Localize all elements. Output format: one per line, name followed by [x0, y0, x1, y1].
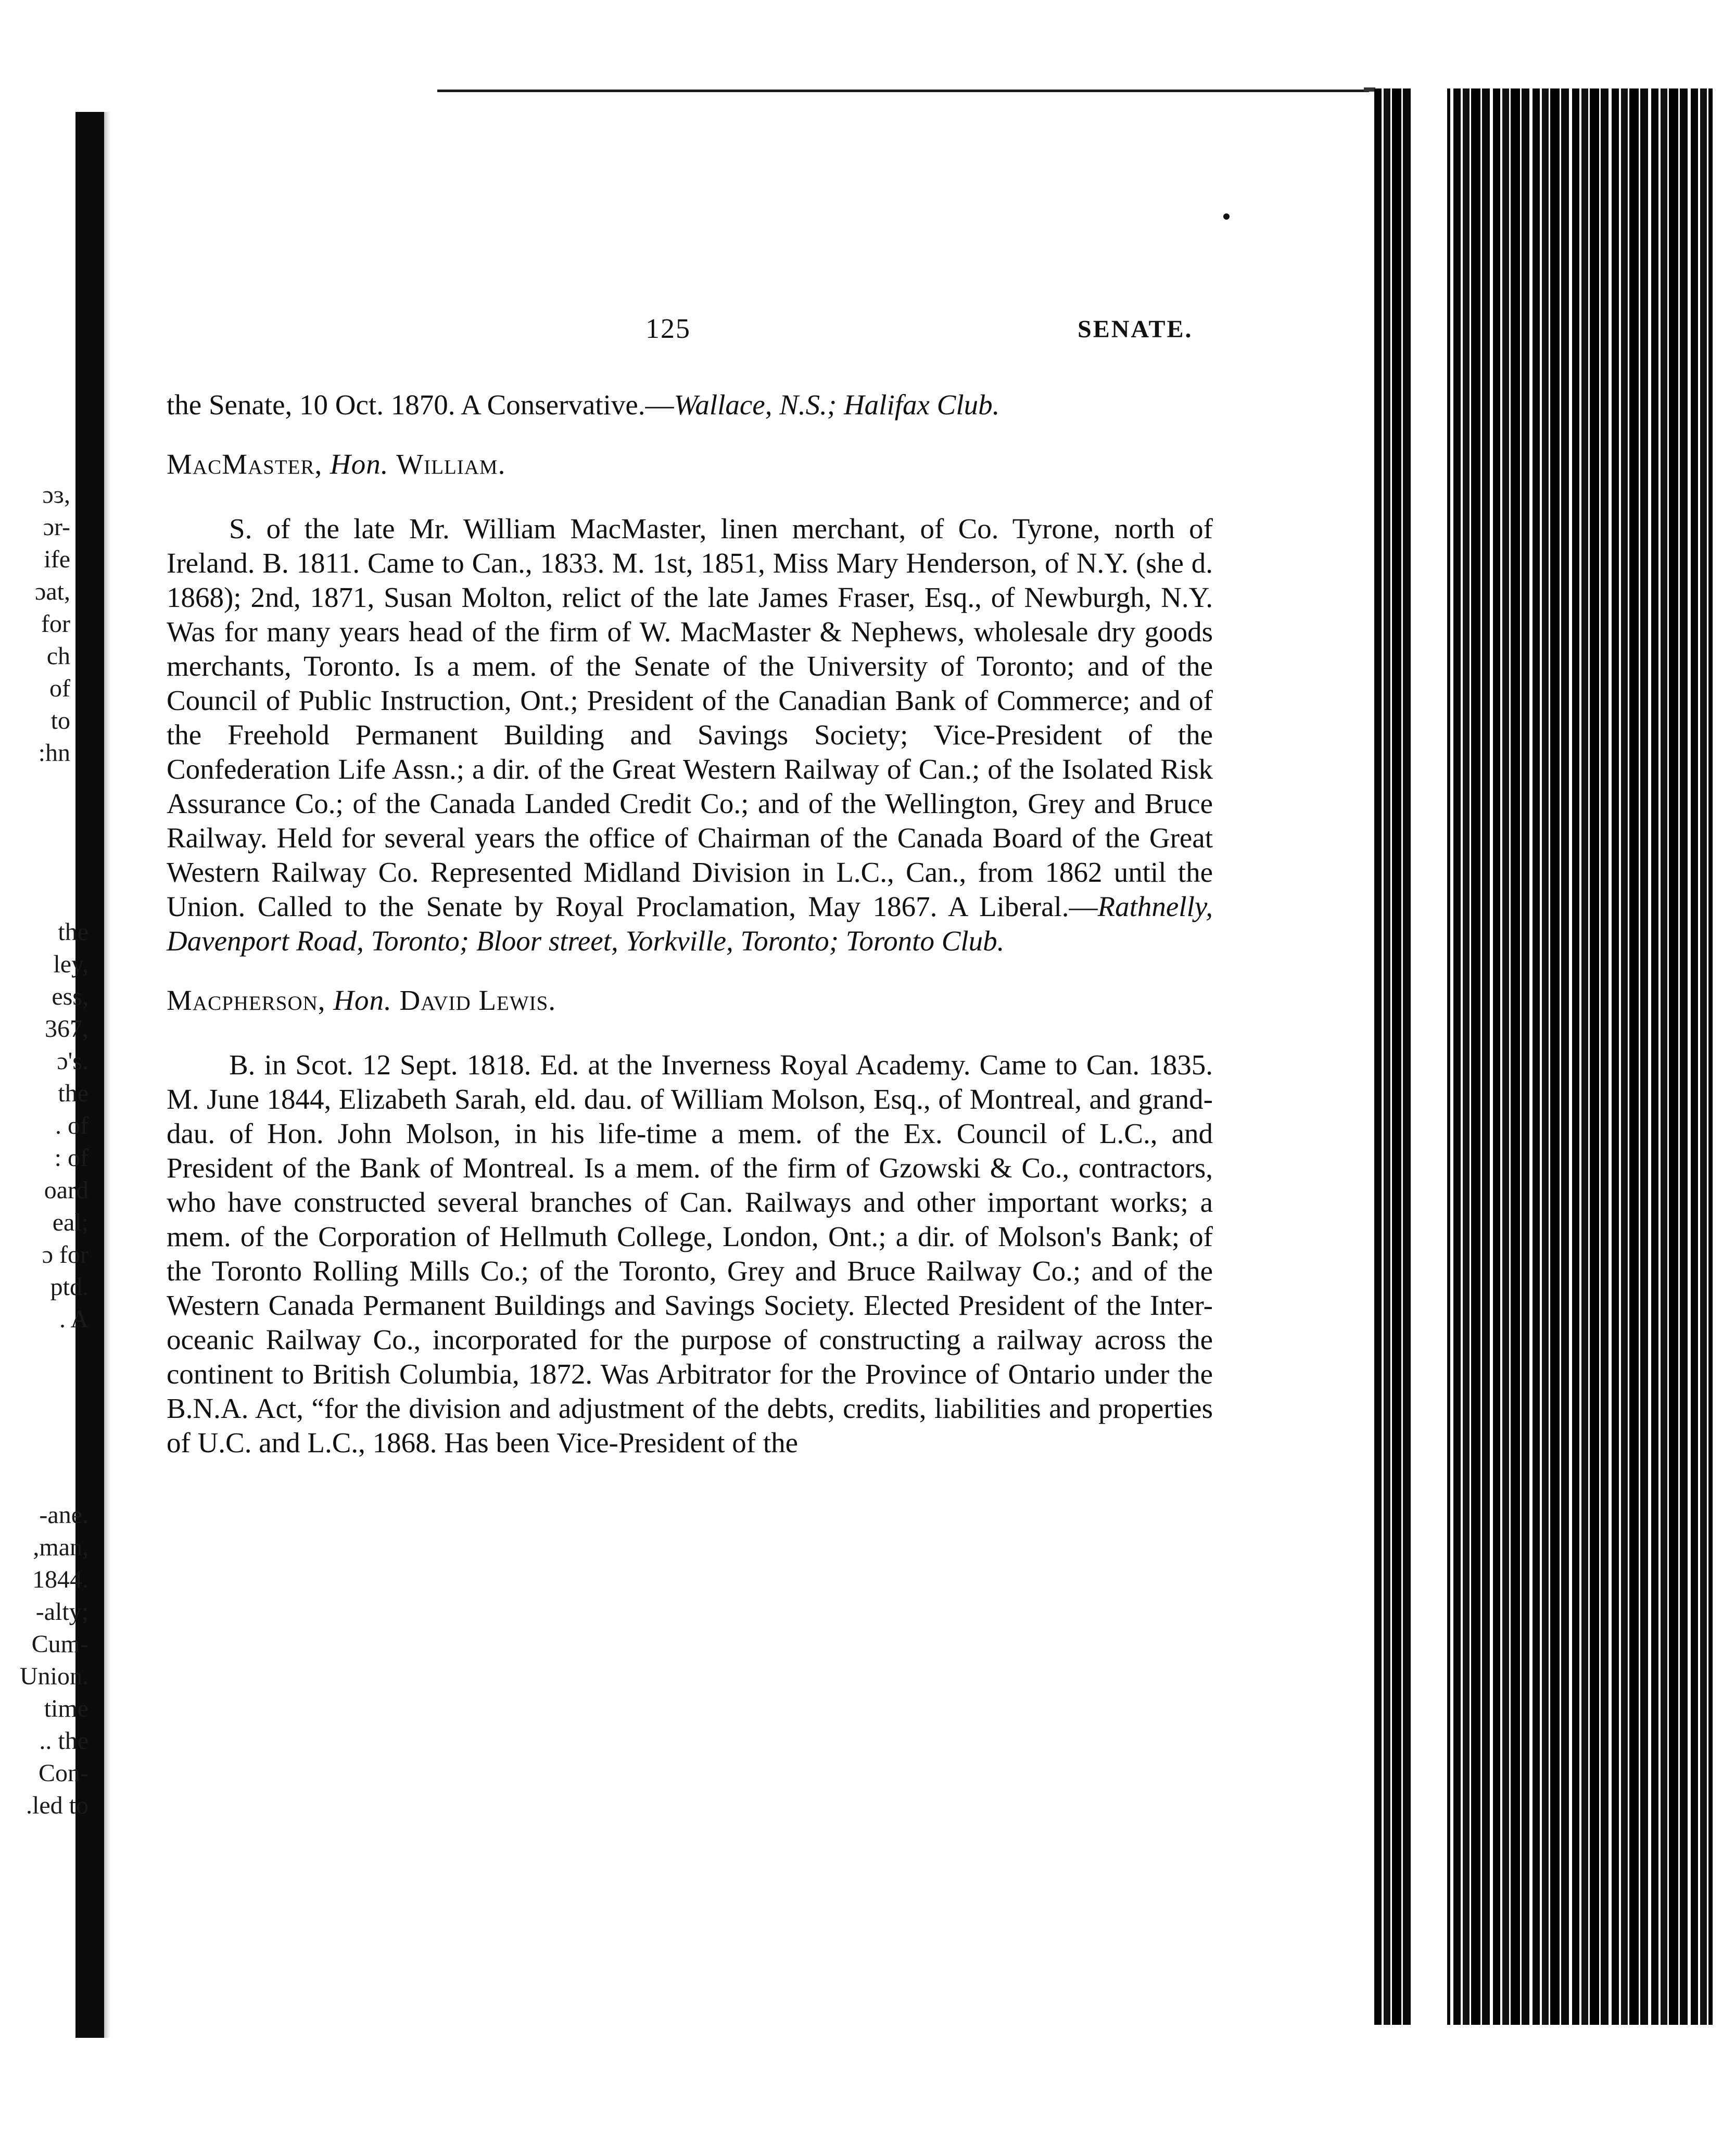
fragment: oard — [44, 1176, 88, 1204]
fragment: :hn — [38, 739, 70, 767]
fragment: eal; — [52, 1209, 88, 1236]
top-rule — [437, 90, 1369, 92]
entry-given-name: David Lewis. — [399, 984, 556, 1016]
entry-surname: Macpherson, — [167, 984, 326, 1016]
fragment: ɔ for — [42, 1241, 88, 1269]
fragment: ɔr- — [43, 513, 70, 541]
entry-honorific: Hon. — [330, 448, 389, 480]
fragment: Con- — [39, 1759, 88, 1787]
fragment: ife — [44, 546, 70, 573]
fragment: the — [58, 918, 88, 946]
entry-honorific: Hon. — [333, 984, 392, 1016]
entry-surname: MacMaster, — [167, 448, 323, 480]
page-body — [167, 388, 1213, 1460]
margin-fragments-middle — [10, 916, 88, 1336]
entry-body-macmaster — [167, 512, 1213, 958]
fragment: to — [50, 707, 70, 734]
fragment: ptd. — [50, 1273, 88, 1301]
fragment: -alty; — [35, 1598, 88, 1626]
entry-heading-macpherson — [167, 983, 1213, 1018]
fragment: : of — [54, 1144, 88, 1172]
fragment: ess, — [52, 983, 88, 1010]
entry-residence: Rathnelly, Davenport Road, Toronto; Bloor street, Yorkville, Toronto; Toronto Club. — [167, 891, 1213, 957]
continuation-paragraph — [167, 388, 1213, 422]
fragment: ,man, — [33, 1533, 88, 1561]
fragment: of — [49, 675, 70, 702]
fragment: 1844. — [32, 1566, 88, 1593]
fragment: . of — [55, 1112, 88, 1139]
fragment: time — [44, 1695, 88, 1722]
fragment: -ane. — [39, 1501, 88, 1529]
continuation-text: the Senate, 10 Oct. 1870. A Conservative.— — [167, 389, 674, 421]
top-rule-end — [1364, 87, 1375, 92]
fragment: .led to — [26, 1792, 88, 1819]
ink-speck — [1223, 213, 1230, 220]
margin-fragments-top — [10, 479, 70, 769]
entry-given-name: William. — [396, 448, 506, 480]
margin-fragments-bottom — [10, 1499, 88, 1822]
fragment: Cum- — [31, 1630, 88, 1658]
fragment: .. the — [39, 1727, 88, 1755]
fragment: ɔɜ, — [42, 481, 70, 509]
fragment: ɔ's. — [57, 1047, 88, 1075]
fragment: 367, — [45, 1015, 88, 1043]
running-head: SENATE. — [1078, 315, 1193, 343]
page-edge-tail — [1416, 2030, 1707, 2150]
continuation-residence: Wallace, N.S.; Halifax Club. — [674, 389, 1000, 421]
entry-text: B. in Scot. 12 Sept. 1818. Ed. at the Inverness Royal Academy. Came to Can. 1835. M. June 1844, Elizabeth Sarah, eld. dau. of William Molson, Esq., of Montreal, and grand-dau. of Hon. John Molson, in his life-time a mem. of the Ex. Council of L.C., and President of the Bank of Montreal. Is a mem. of the firm of Gzowski & Co., contractors, who have constructed several branches of Can. Railways and other important works; a mem. of the Corporation of Hellmuth College, London, Ont.; a dir. of Molson's Bank; of the Toronto Rolling Mills Co.; of the Toronto, Grey and Bruce Railway Co.; and of the Western Canada Permanent Buildings and Savings Society. Elected President of the Inter-oceanic Railway Co., incorporated for the purpose of constructing a railway across the continent to British Columbia, 1872. Was Arbitrator for the Province of Ontario under the B.N.A. Act, “for the division and adjustment of the debts, credits, liabilities and properties of U.C. and L.C., 1868. Has been Vice-President of the — [167, 1049, 1213, 1459]
fragment: ch — [46, 642, 70, 670]
entry-body-macpherson — [167, 1048, 1213, 1460]
fragment: Union. — [20, 1663, 88, 1690]
fragment: the — [58, 1080, 88, 1107]
spine-gradient — [104, 112, 110, 2038]
entry-heading-macmaster — [167, 447, 1213, 481]
fragment: ley, — [53, 950, 88, 978]
entry-text: S. of the late Mr. William MacMaster, linen merchant, of Co. Tyrone, north of Ireland. B. 1811. Came to Can., 1833. M. 1st, 1851, Miss Mary Henderson, of N.Y. (she d. 1868); 2nd, 1871, Susan Molton, relict of the late James Fraser, Esq., of Newburgh, N.Y. Was for many years head of the firm of W. MacMaster & Nephews, wholesale dry goods merchants, Toronto. Is a mem. of the Senate of the University of Toronto; and of the Council of Public Instruction, Ont.; President of the Canadian Bank of Commerce; and of the Freehold Permanent Building and Savings Society; Vice-President of the Confederation Life Assn.; a dir. of the Great Western Railway of Can.; of the Isolated Risk Assurance Co.; of the Canada Landed Credit Co.; and of the Wellington, Grey and Bruce Railway. Held for several years the office of Chairman of the Canada Board of the Great Western Railway Co. Represented Midland Division in L.C., Can., from 1862 until the Union. Called to the Senate by Royal Proclamation, May 1867. A Liberal.— — [167, 513, 1213, 922]
page-edge-gap — [1411, 88, 1447, 2025]
fragment: . A — [59, 1305, 88, 1333]
fragment: ɔat, — [35, 578, 70, 605]
page-number: 125 — [645, 313, 691, 344]
fragment: for — [41, 610, 70, 638]
